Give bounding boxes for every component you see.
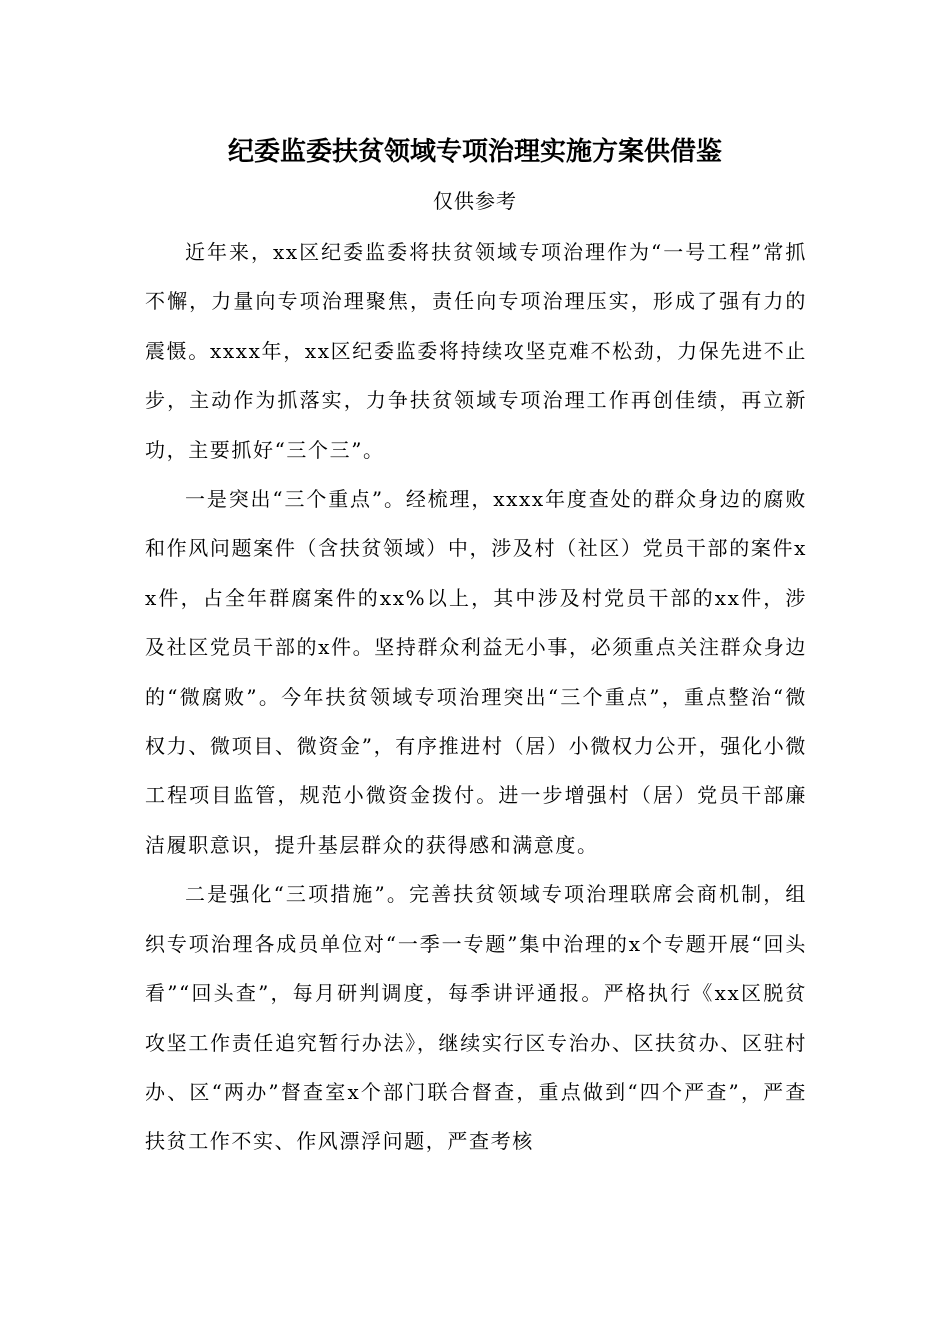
document-title: 纪委监委扶贫领域专项治理实施方案供借鉴 bbox=[227, 137, 722, 167]
paragraph-intro: 近年来，xx区纪委监委将扶贫领域专项治理作为“一号工程”常抓不懈，力量向专项治理聚焦，责任向专项治理压实，形成了强有力的震慑。xxxx年，xx区纪委监委将持续攻坚克难不松劲，力保先进不止步，主动作为抓落实，力争扶贫领域专项治理工作再创佳绩，再立新功，主要抓好“三个三”。 bbox=[145, 240, 807, 462]
document-body bbox=[145, 228, 807, 1167]
document-subtitle: 仅供参考 bbox=[433, 189, 517, 213]
paragraph-three-measures: 二是强化“三项措施”。完善扶贫领域专项治理联席会商机制，组织专项治理各成员单位对“一季一专题”集中治理的x个专题开展“回头看”“回头查”，每月研判调度，每季讲评通报。严格执行《xx区脱贫攻坚工作责任追究暂行办法》，继续实行区专治办、区扶贫办、区驻村办、区“两办”督查室x个部门联合督查，重点做到“四个严查”，严查扶贫工作不实、作风漂浮问题，严查考核 bbox=[145, 882, 807, 1154]
paragraph-three-focuses: 一是突出“三个重点”。经梳理，xxxx年度查处的群众身边的腐败和作风问题案件（含扶贫领域）中，涉及村（社区）党员干部的案件xx件，占全年群腐案件的xx%以上，其中涉及村党员干部的xx件，涉及社区党员干部的x件。坚持群众利益无小事，必须重点关注群众身边的“微腐败”。今年扶贫领域专项治理突出“三个重点”，重点整治“微权力、微项目、微资金”，有序推进村（居）小微权力公开，强化小微工程项目监管，规范小微资金拨付。进一步增强村（居）党员干部廉洁履职意识，提升基层群众的获得感和满意度。 bbox=[145, 487, 807, 857]
